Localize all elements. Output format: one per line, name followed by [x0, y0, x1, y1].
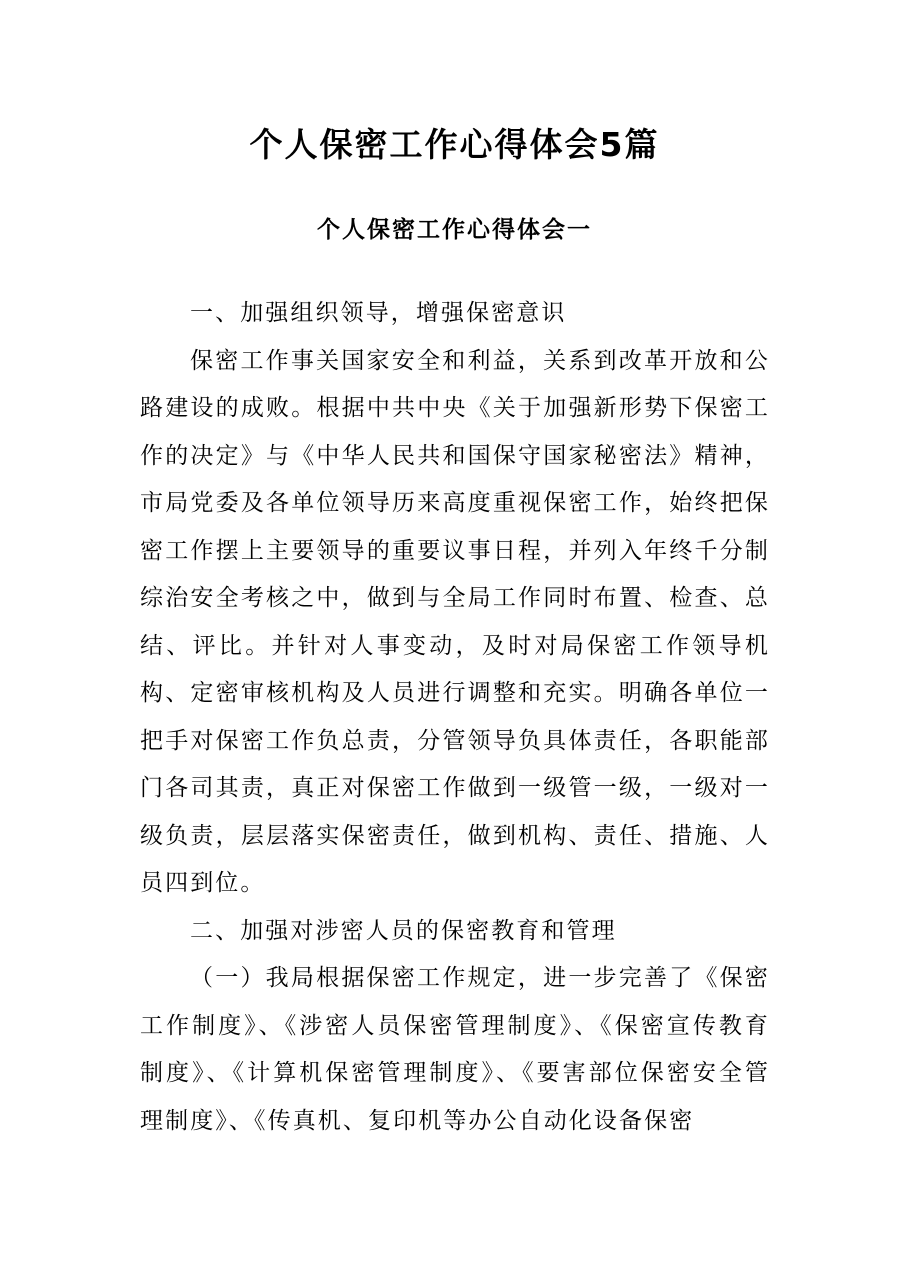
document-body: [140, 290, 770, 1145]
document-subtitle: 个人保密工作心得体会一: [317, 217, 592, 243]
section-heading-2: 二、加强对涉密人员的保密教育和管理: [190, 917, 617, 944]
document-title: 个人保密工作心得体会5篇: [249, 125, 660, 164]
section-heading-1: 一、加强组织领导，增强保密意识: [190, 300, 567, 326]
paragraph-2: （一）我局根据保密工作规定，进一步完善了《保密工作制度》、《涉密人员保密管理制度》、《保密宣传教育制度》、《计算机保密管理制度》、《要害部位保密安全管理制度》、《传真机、复印机等办公自动化设备保密: [140, 965, 770, 1134]
paragraph-1: 保密工作事关国家安全和利益，关系到改革开放和公路建设的成败。根据中共中央《关于加强新形势下保密工作的决定》与《中华人民共和国保守国家秘密法》精神，市局党委及各单位领导历来高度重视保密工作，始终把保密工作摆上主要领导的重要议事日程，并列入年终千分制综治安全考核之中，做到与全局工作同时布置、检查、总结、评比。并针对人事变动，及时对局保密工作领导机构、定密审核机构及人员进行调整和充实。明确各单位一把手对保密工作负总责，分管领导负具体责任，各职能部门各司其责，真正对保密工作做到一级管一级，一级对一级负责，层层落实保密责任，做到机构、责任、措施、人员四到位。: [140, 347, 770, 896]
